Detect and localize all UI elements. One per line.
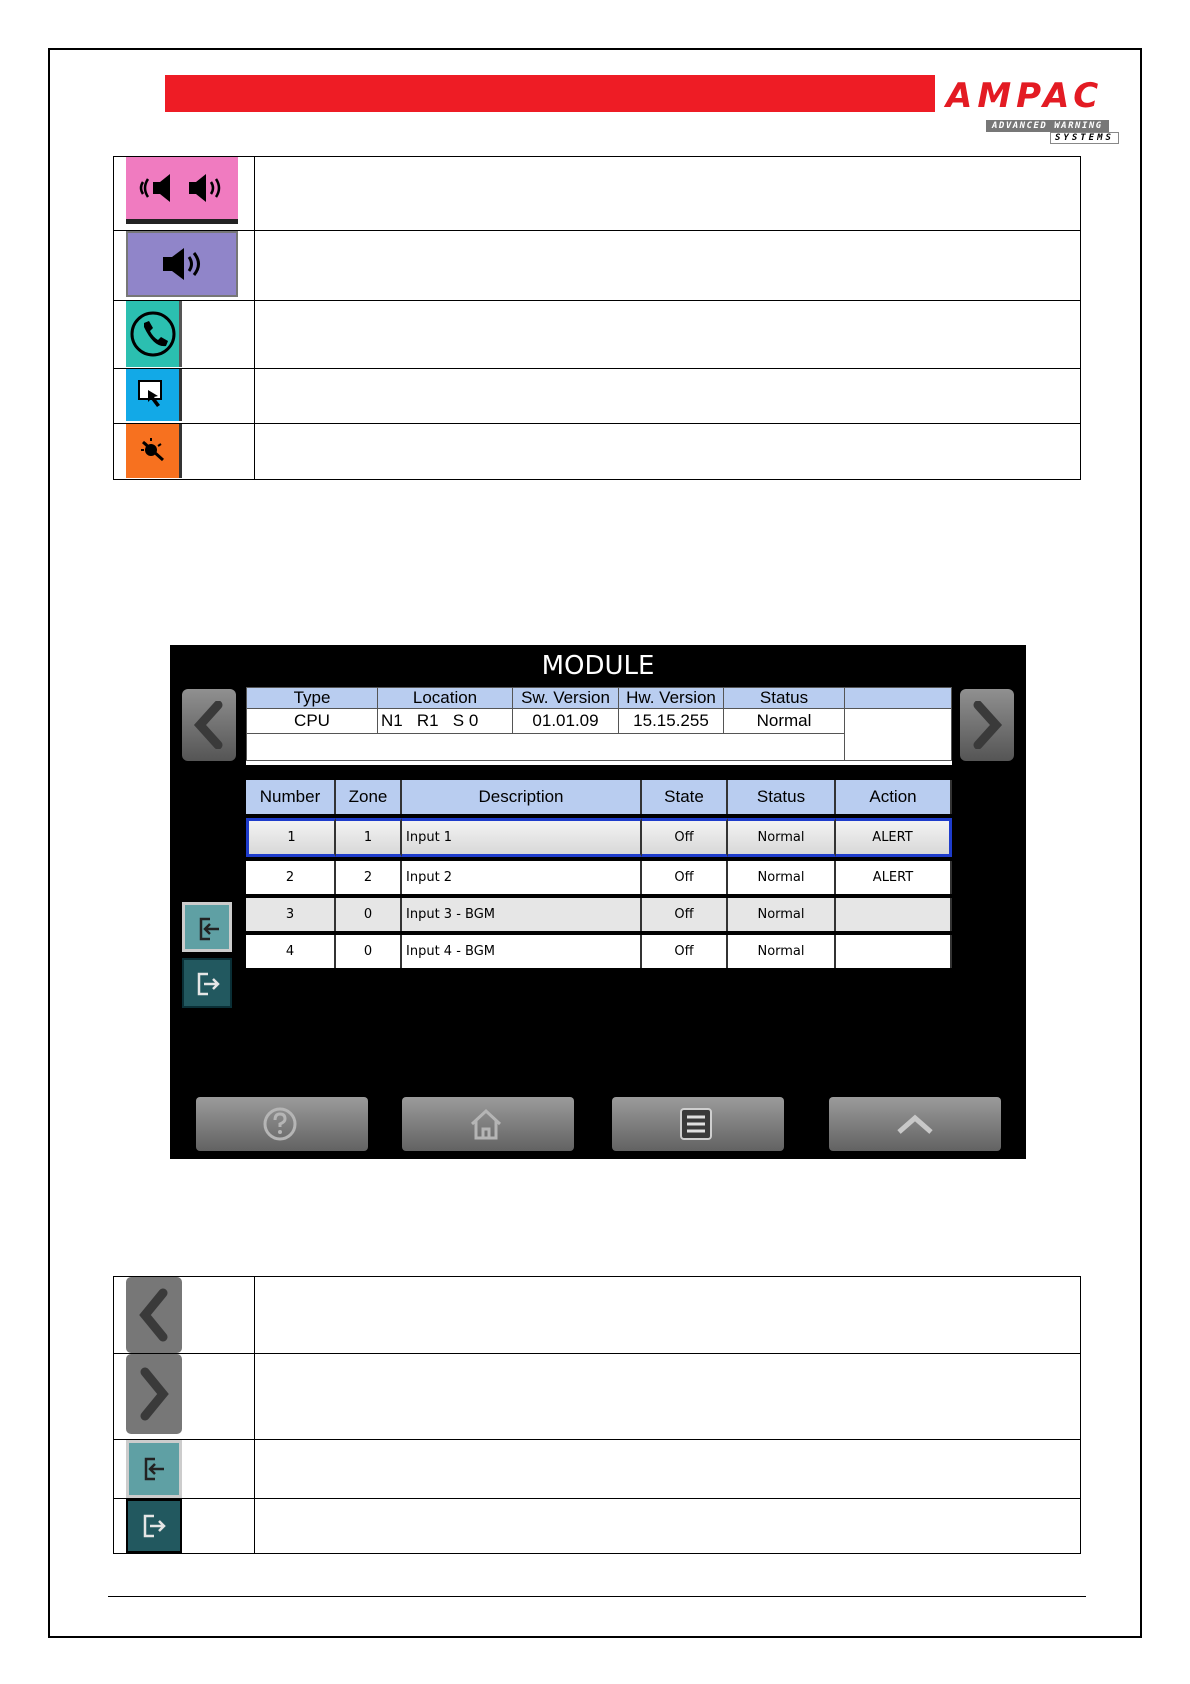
- info-type: CPU: [247, 709, 378, 734]
- cell-zone: 0: [336, 935, 402, 968]
- exit-button[interactable]: [182, 958, 232, 1008]
- cell-action: [836, 898, 952, 931]
- row-description: [255, 301, 1081, 369]
- info-header-hw-version: Hw. Version: [619, 688, 724, 709]
- menu-button[interactable]: [612, 1097, 784, 1151]
- info-status: Normal: [724, 709, 845, 734]
- help-button[interactable]: [196, 1097, 368, 1151]
- table-row: [114, 301, 1081, 369]
- col-description: Description: [402, 780, 642, 814]
- cell-number: 3: [246, 898, 336, 931]
- phone-icon: [126, 301, 182, 367]
- cell-state: Off: [642, 861, 728, 894]
- next-button[interactable]: [960, 689, 1014, 761]
- cell-description: Input 1: [402, 818, 642, 857]
- info-header-location: Location: [378, 688, 513, 709]
- home-button[interactable]: [402, 1097, 574, 1151]
- disable-icon: [126, 424, 182, 478]
- info-header-sw-version: Sw. Version: [513, 688, 619, 709]
- chevron-right-icon: [970, 701, 1004, 749]
- cell-state: Off: [642, 818, 728, 857]
- cell-description: Input 2: [402, 861, 642, 894]
- row-description: [255, 157, 1081, 231]
- logo-tagline: ADVANCED WARNING: [986, 120, 1109, 132]
- info-header-extra: [845, 688, 952, 709]
- col-status: Status: [728, 780, 836, 814]
- cell-zone: 1: [336, 818, 402, 857]
- exit-icon: [126, 1499, 182, 1553]
- module-screen: [170, 645, 1026, 1159]
- previous-button[interactable]: [182, 689, 236, 761]
- cell-state: Off: [642, 935, 728, 968]
- top-icon-table: [113, 156, 1081, 480]
- exit-icon: [195, 971, 221, 997]
- row-description: [255, 424, 1081, 480]
- table-row: [114, 1354, 1081, 1440]
- cell-action[interactable]: ALERT: [836, 861, 952, 894]
- entry-icon: [196, 916, 222, 942]
- inputs-table: [246, 776, 952, 972]
- col-action: Action: [836, 780, 952, 814]
- home-icon: [468, 1106, 504, 1142]
- cell-description: Input 3 - BGM: [402, 898, 642, 931]
- help-icon: [262, 1106, 298, 1142]
- row-description: [255, 1354, 1081, 1440]
- chevron-right-icon: [126, 1354, 182, 1434]
- bottom-icon-table: [113, 1276, 1081, 1554]
- table-row[interactable]: [246, 861, 952, 894]
- table-row[interactable]: [246, 898, 952, 931]
- row-description: [255, 1277, 1081, 1354]
- info-extra: [845, 709, 952, 761]
- table-row[interactable]: [246, 935, 952, 968]
- logo-tagline-systems: SYSTEMS: [1050, 132, 1119, 144]
- screen-title: MODULE: [541, 651, 655, 681]
- cell-action: [836, 935, 952, 968]
- footer-rule: [108, 1596, 1086, 1597]
- table-row: [114, 369, 1081, 424]
- module-info-table: [246, 687, 952, 761]
- silence-sounders-icon: [126, 157, 238, 224]
- hand-touch-icon: [126, 369, 182, 421]
- sound-sounders-icon: [126, 231, 238, 297]
- cell-action[interactable]: ALERT: [836, 818, 952, 857]
- cell-number: 2: [246, 861, 336, 894]
- table-row: [114, 1440, 1081, 1499]
- chevron-up-icon: [895, 1106, 935, 1142]
- row-description: [255, 231, 1081, 301]
- cell-status: Normal: [728, 898, 836, 931]
- scroll-up-button[interactable]: [829, 1097, 1001, 1151]
- entry-button[interactable]: [182, 902, 232, 952]
- cell-number: 4: [246, 935, 336, 968]
- table-row: [114, 424, 1081, 480]
- row-description: [255, 1499, 1081, 1554]
- info-header-status: Status: [724, 688, 845, 709]
- cell-zone: 2: [336, 861, 402, 894]
- menu-icon: [678, 1106, 714, 1142]
- cell-status: Normal: [728, 818, 836, 857]
- cell-description: Input 4 - BGM: [402, 935, 642, 968]
- col-state: State: [642, 780, 728, 814]
- col-number: Number: [246, 780, 336, 814]
- cell-number: 1: [246, 818, 336, 857]
- header-red-bar: [165, 75, 935, 112]
- chevron-left-icon: [126, 1277, 182, 1353]
- table-row: [114, 231, 1081, 301]
- logo-text: AMPAC: [946, 76, 1104, 116]
- table-row[interactable]: [246, 818, 952, 857]
- table-row: [114, 157, 1081, 231]
- cell-state: Off: [642, 898, 728, 931]
- module-info-panel: [246, 687, 952, 765]
- info-hw-version: 15.15.255: [619, 709, 724, 734]
- chevron-left-icon: [192, 701, 226, 749]
- ampac-logo: [940, 74, 1140, 148]
- info-location: N1 R1 S 0: [378, 709, 513, 734]
- cell-status: Normal: [728, 861, 836, 894]
- row-description: [255, 369, 1081, 424]
- cell-zone: 0: [336, 898, 402, 931]
- info-sw-version: 01.01.09: [513, 709, 619, 734]
- col-zone: Zone: [336, 780, 402, 814]
- info-header-type: Type: [247, 688, 378, 709]
- cell-status: Normal: [728, 935, 836, 968]
- row-description: [255, 1440, 1081, 1499]
- table-row: [114, 1499, 1081, 1554]
- table-row: [114, 1277, 1081, 1354]
- entry-icon: [126, 1440, 182, 1498]
